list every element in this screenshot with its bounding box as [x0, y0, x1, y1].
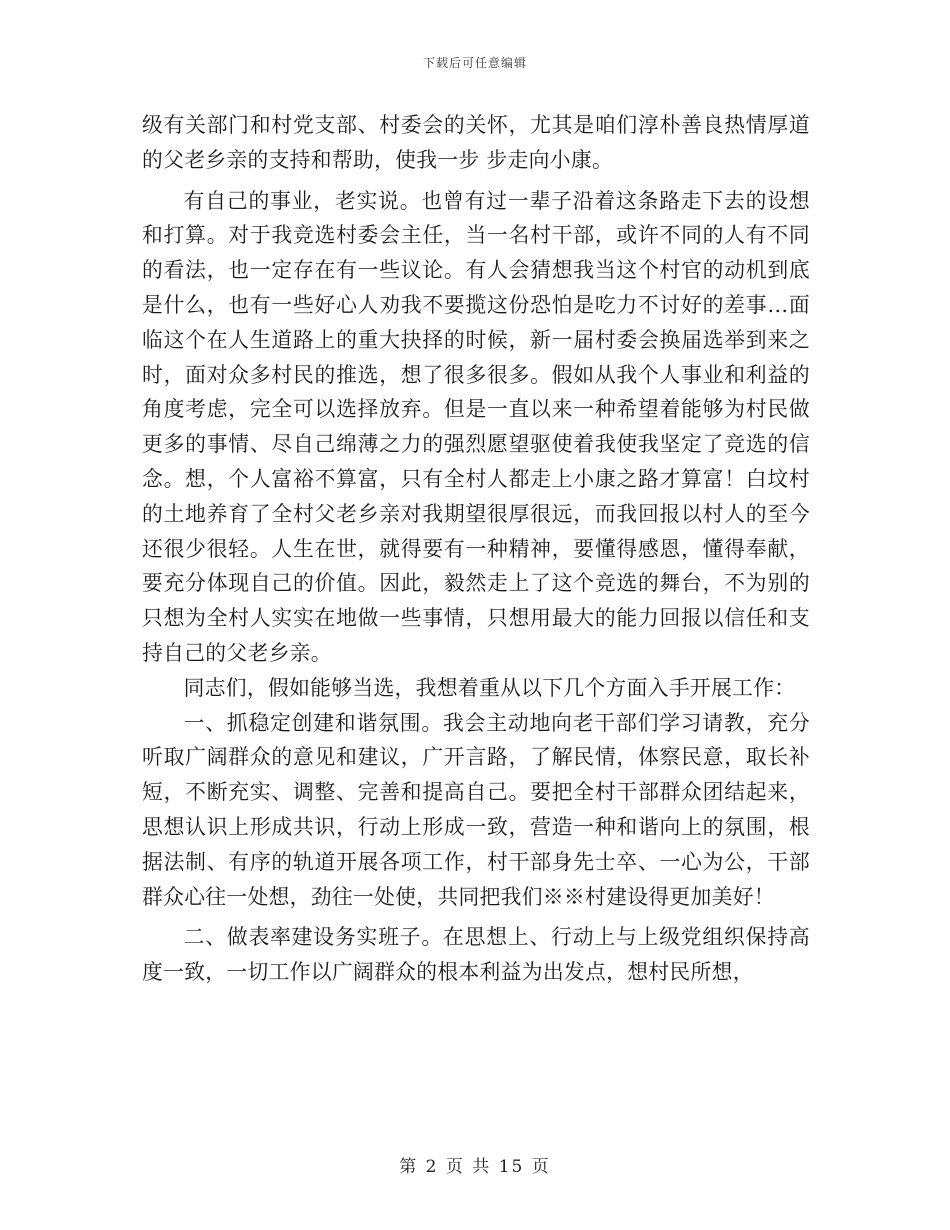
page-header: 下载后可任意编辑	[422, 56, 527, 70]
paragraph-continuation: 级有关部门和村党支部、村委会的关怀，尤其是咱们淳朴善良热情厚道的父老乡亲的支持和帮助，使我一步 步走向小康。	[142, 113, 810, 172]
paragraph-point-two: 二、做表率建设务实班子。在思想上、行动上与上级党组织保持高度一致，一切工作以广阔群众的根本利益为出发点，想村民所想，	[142, 925, 810, 985]
paragraph-motivation: 有自己的事业，老实说。也曾有过一辈子沿着这条路走下去的设想和打算。对于我竞选村委会主任，当一名村干部，或许不同的人有不同的看法，也一定存在有一些议论。有人会猜想我当这个村官的动机到底是什么，也有一些好心人劝我不要揽这份恐怕是吃力不讨好的差事…面临这个在人生道路上的重大抉择的时候，新一届村委会换届选举到来之时，面对众多村民的推选，想了很多很多。假如从我个人事业和利益的角度考虑，完全可以选择放弃。但是一直以来一种希望着能够为村民做更多的事情、尽自己绵薄之力的强烈愿望驱使着我使我坚定了竞选的信念。想，个人富裕不算富，只有全村人都走上小康之路才算富！白坟村的土地养育了全村父老乡亲对我期望很厚很远，而我回报以村人的至今还很少很轻。人生在世，就得要有一种精神，要懂得感恩，懂得奉献，要充分体现自己的价值。因此，毅然走上了这个竞选的舞台，不为别的只想为全村人实实在地做一些事情，只想用最大的能力回报以信任和支持自己的父老乡亲。	[142, 188, 810, 665]
paragraph-point-one: 一、抓稳定创建和谐氛围。我会主动地向老干部们学习请教，充分听取广阔群众的意见和建议，广开言路，了解民情，体察民意，取长补短，不断充实、调整、完善和提高自己。要把全村干部群众团结起来，思想认识上形成共识，行动上形成一致，营造一种和谐向上的氛围，根据法制、有序的轨道开展各项工作，村干部身先士卒、一心为公，干部群众心往一处想，劲往一处使，共同把我们※※村建设得更加美好！	[142, 710, 810, 909]
document-body	[142, 108, 810, 990]
paragraph-intro-plan: 同志们，假如能够当选，我想着重从以下几个方面入手开展工作：	[183, 675, 796, 700]
page-number-footer: 第 2 页 共 15 页	[399, 1157, 551, 1177]
